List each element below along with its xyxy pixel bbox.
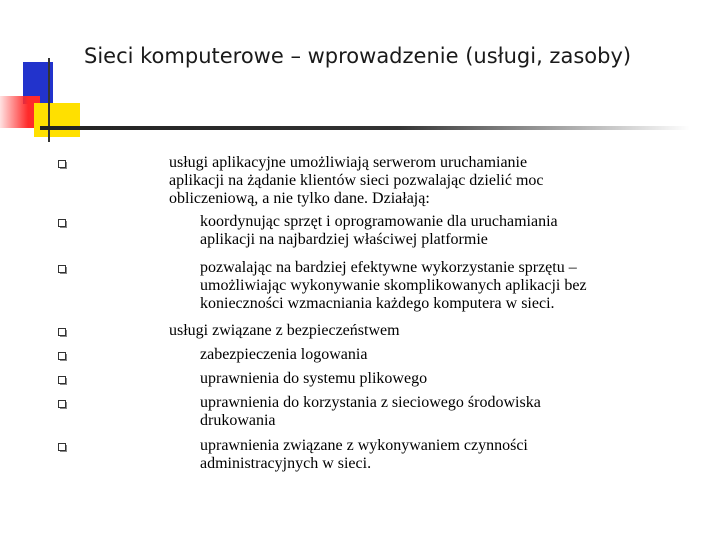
square-bullet-icon <box>58 443 66 451</box>
paragraph-line: umożliwiając wykonywanie skomplikowanych aplikacji bez <box>200 277 587 295</box>
paragraph-line: pozwalając na bardziej efektywne wykorzystanie sprzętu – <box>200 259 577 276</box>
paragraph-line: uprawnienia związane z wykonywaniem czynności <box>200 437 528 454</box>
paragraph-line: aplikacji na najbardziej właściwej platformie <box>200 231 488 249</box>
square-bullet-icon <box>58 219 66 227</box>
paragraph-line: koordynując sprzęt i oprogramowanie dla uruchamiania <box>200 213 558 230</box>
paragraph-line: uprawnienia do systemu plikowego <box>200 370 428 387</box>
slide-title: Sieci komputerowe – wprowadzenie (usługi, zasoby) <box>84 44 632 68</box>
paragraph-line: obliczeniową, a nie tylko dane. Działają: <box>169 190 430 208</box>
title-rule <box>40 126 690 130</box>
paragraph-line: administracyjnych w sieci. <box>200 455 372 473</box>
paragraph-line: aplikacji na żądanie klientów sieci pozwalając dzielić moc <box>169 172 544 190</box>
decoration-yellow-block <box>34 103 80 137</box>
square-bullet-icon <box>58 328 66 336</box>
paragraph-line: drukowania <box>200 412 276 430</box>
square-bullet-icon <box>58 400 66 408</box>
square-bullet-icon <box>58 352 66 360</box>
paragraph-line: usługi związane z bezpieczeństwem <box>169 322 400 339</box>
square-bullet-icon <box>58 265 66 273</box>
paragraph-line: uprawnienia do korzystania z sieciowego środowiska <box>200 394 541 411</box>
paragraph-line: konieczności wzmacniania każdego komputera w sieci. <box>200 295 555 313</box>
square-bullet-icon <box>58 376 66 384</box>
square-bullet-icon <box>58 160 66 168</box>
paragraph-line: zabezpieczenia logowania <box>200 346 368 363</box>
paragraph-line: usługi aplikacyjne umożliwiają serwerom uruchamianie <box>169 154 528 171</box>
